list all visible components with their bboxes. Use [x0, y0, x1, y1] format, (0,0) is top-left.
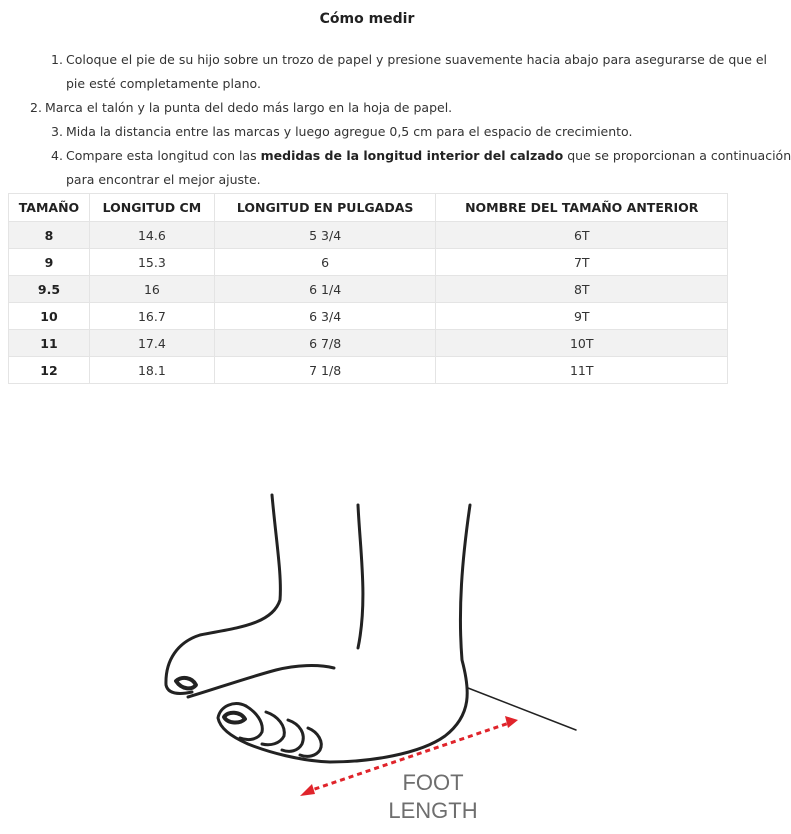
back-leg-outline: [166, 495, 280, 694]
back-toe-nail: [176, 678, 196, 688]
old-size-cell: 9T: [436, 303, 728, 330]
step-4-text-cont: para encontrar el mejor ajuste.: [66, 172, 261, 187]
cm-cell: 16: [89, 276, 214, 303]
step-4-text-before: Compare esta longitud con las: [66, 148, 261, 163]
step-2-number: 2.: [30, 100, 42, 115]
step-4-number: 4.: [51, 148, 63, 163]
page-title: Cómo medir: [319, 11, 415, 27]
header-longitud-pulgadas: LONGITUD EN PULGADAS: [214, 194, 436, 222]
size-cell: 10: [9, 303, 90, 330]
table-row: [9, 303, 728, 330]
inch-cell: 6 3/4: [214, 303, 436, 330]
step-1-number: 1.: [51, 52, 63, 67]
foot-length-label-line2: LENGTH: [388, 798, 478, 823]
size-cell: 12: [9, 357, 90, 384]
arrowhead-left-icon: [300, 784, 315, 796]
step-4-text-bold: medidas de la longitud interior del calzado: [260, 148, 564, 163]
inch-cell: 5 3/4: [214, 222, 436, 249]
back-ankle-line: [358, 505, 363, 648]
table-row: [9, 222, 728, 249]
size-cell: 8: [9, 222, 90, 249]
size-cell: 9.5: [9, 276, 90, 303]
old-size-cell: 7T: [436, 249, 728, 276]
size-cell: 11: [9, 330, 90, 357]
old-size-cell: 11T: [436, 357, 728, 384]
cm-cell: 14.6: [89, 222, 214, 249]
table-row: [9, 330, 728, 357]
old-size-cell: 6T: [436, 222, 728, 249]
step-3-text: Mida la distancia entre las marcas y luego agregue 0,5 cm para el espacio de crecimiento.: [66, 124, 633, 139]
old-size-cell: 8T: [436, 276, 728, 303]
front-toe-2: [240, 706, 262, 740]
front-leg-outline: [218, 505, 470, 762]
table-row: [9, 249, 728, 276]
cm-cell: 18.1: [89, 357, 214, 384]
arrowhead-right-icon: [505, 716, 518, 728]
floor-line: [468, 688, 576, 730]
size-cell: 9: [9, 249, 90, 276]
old-size-cell: 10T: [436, 330, 728, 357]
inch-cell: 6 7/8: [214, 330, 436, 357]
step-1-text: Coloque el pie de su hijo sobre un trozo de papel y presione suavemente hacia abajo para asegurarse de que el: [66, 52, 768, 67]
step-4-text-after: que se proporcionan a continuación: [563, 148, 791, 163]
header-tamano: TAMAÑO: [9, 194, 90, 222]
inch-cell: 6 1/4: [214, 276, 436, 303]
table-row: [9, 276, 728, 303]
cm-cell: 16.7: [89, 303, 214, 330]
size-table: [8, 193, 728, 384]
cm-cell: 15.3: [89, 249, 214, 276]
step-1-text-cont: pie esté completamente plano.: [66, 76, 261, 91]
step-2-text: Marca el talón y la punta del dedo más largo en la hoja de papel.: [45, 100, 453, 115]
table-row: [9, 357, 728, 384]
front-toe-3: [262, 712, 284, 745]
inch-cell: 7 1/8: [214, 357, 436, 384]
foot-length-illustration: [150, 490, 590, 830]
front-big-toe-nail: [224, 713, 245, 723]
inch-cell: 6: [214, 249, 436, 276]
back-foot-sole-outline: [188, 666, 334, 697]
header-longitud-cm: LONGITUD CM: [89, 194, 214, 222]
foot-length-label-line1: FOOT: [402, 770, 464, 795]
header-nombre-anterior: NOMBRE DEL TAMAÑO ANTERIOR: [436, 194, 728, 222]
step-3-number: 3.: [51, 124, 63, 139]
step-4-text: [66, 144, 791, 168]
table-header-row: [9, 194, 728, 222]
cm-cell: 17.4: [89, 330, 214, 357]
